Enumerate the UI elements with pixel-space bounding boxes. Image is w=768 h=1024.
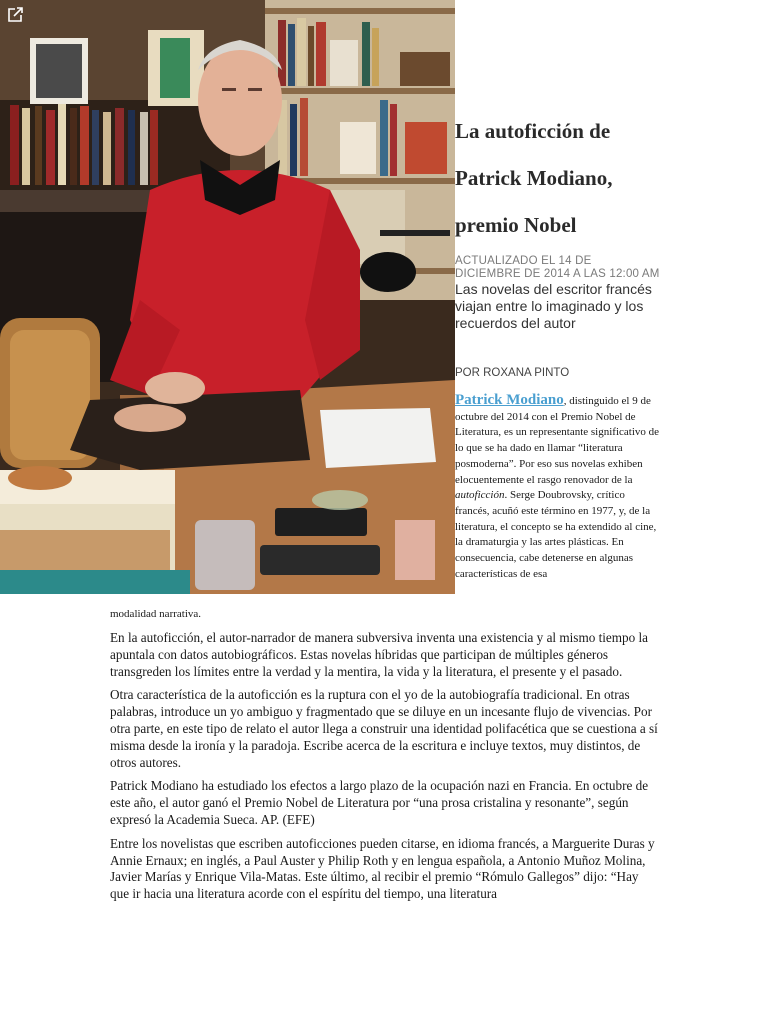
lead-paragraph	[455, 393, 660, 582]
article-subtitle: Las novelas del escritor francés viajan entre lo imaginado y los recuerdos del autor	[455, 281, 652, 331]
body-paragraph: En la autoficción, el autor-narrador de manera subversiva inventa una existencia y al mismo tiempo la apuntala con datos autobiográficos. Estas novelas híbridas que participan de múltiples géneros transgreden los límites entre la verdad y la mentira, la vida y la literatura, el presente y el pasado.	[110, 630, 649, 679]
article-title	[455, 108, 665, 249]
title-line-3: premio Nobel	[455, 213, 577, 237]
external-link-icon[interactable]	[6, 6, 24, 24]
author-link[interactable]: Patrick Modiano	[455, 392, 564, 408]
article-body	[110, 630, 658, 910]
title-line-2: Patrick Modiano,	[455, 166, 613, 190]
byline: POR ROXANA PINTO	[455, 367, 570, 379]
body-paragraph: Entre los novelistas que escriben autoficciones pueden citarse, en idioma francés, a Marguerite Duras y Annie Ernaux; en inglés, a Paul Auster y Philip Roth y en lengua española, a Antonio Muñoz Molina, Javier Marías y Enrique Vila-Matas. Este último, al recibir el premio “Rómulo Gallegos” dijo: “Hay que ir hacia una literatura acorde con el espíritu del tiempo, una literatura	[110, 835, 655, 902]
lead-text-1: , distinguido el 9 de octubre del 2014 con el Premio Nobel de Literatura, es un representante significativo de lo que se ha dado en llamar “literatura posmoderna”. Por eso sus novelas exhiben elocuentemente el rasgo renovador de la	[455, 395, 660, 486]
lead-text-2: . Serge Doubrovsky, crítico francés, acuñó este término en 1977, y, de la literatura, el concepto se ha extendido al cine, la dramaturgia y las artes plásticas. En consecuencia, cabe detenerse en algunas características de esa	[455, 489, 657, 580]
photo-illustration	[0, 0, 455, 594]
lead-emphasis: autoficción	[455, 489, 505, 502]
title-line-1: La autoficción de	[455, 119, 611, 143]
body-paragraph: Patrick Modiano ha estudiado los efectos a largo plazo de la ocupación nazi en Francia. En octubre de este año, el autor ganó el Premio Nobel de Literatura por “una prosa cristalina y resonante”, según expresó la Academia Sueca. AP. (EFE)	[110, 778, 649, 827]
article-photo	[0, 0, 455, 594]
body-paragraph: Otra característica de la autoficción es la ruptura con el yo de la autobiografía tradicional. En otras palabras, introduce un yo ambiguo y fragmentado que se diluye en un incesante flujo de vivencias. Por otra parte, en este tipo de relato el autor llega a construir una identidad polifacética que se cuestiona a sí misma desde la ironía y la paradoja. Escribe acerca de la escritura e incluye textos, muy distintos, de otros autores.	[110, 687, 658, 770]
lead-tail: modalidad narrativa.	[110, 608, 202, 620]
updated-date: ACTUALIZADO EL 14 DE DICIEMBRE DE 2014 A LAS 12:00 AM	[455, 255, 660, 280]
